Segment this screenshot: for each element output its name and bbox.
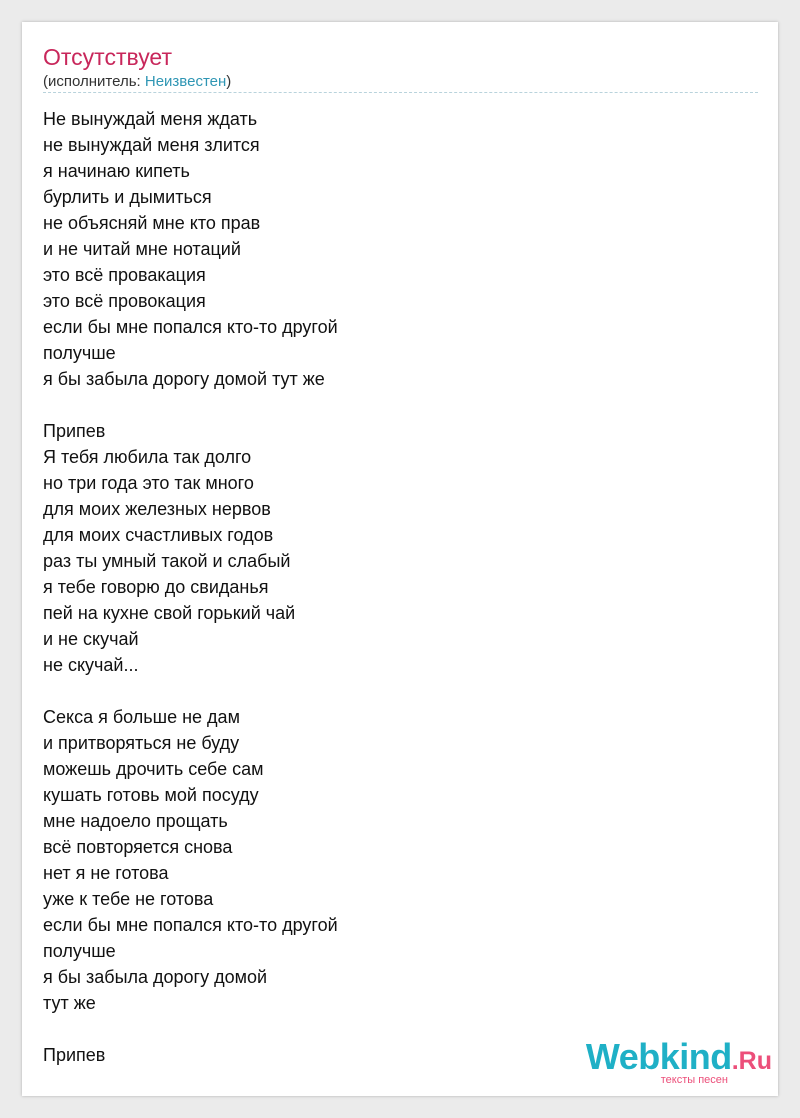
artist-prefix: (исполнитель: (43, 73, 145, 90)
logo-tld: .Ru (731, 1047, 772, 1075)
title-divider (43, 92, 758, 93)
artist-link[interactable]: Неизвестен (144, 73, 227, 90)
song-title: Отсутствует (43, 44, 172, 70)
artist-line (43, 73, 231, 91)
artist-suffix: ) (226, 73, 232, 90)
site-logo[interactable] (585, 1036, 772, 1086)
lyrics-text: Не вынуждай меня ждать не вынуждай меня злится я начинаю кипеть бурлить и дымиться не объясняй мне кто прав и не читай мне нотаций это всё провакация это всё провокация если бы мне попался кто-то другой получше я бы забыла дорогу домой тут же Припев Я тебя любила так долго но три года это так много для моих железных нервов для моих счастливых годов раз ты умный такой и слабый я тебе говорю до свиданья пей на кухне свой горький чай и не скучай не скучай... Секса я больше не дам и притворяться не буду можешь дрочить себе сам кушать готовь мой посуду мне надоело прощать всё повторяется снова нет я не готова уже к тебе не готова если бы мне попался кто-то другой получше я бы забыла дорогу домой тут же Припев (43, 109, 338, 1065)
lyrics-page (22, 22, 778, 1096)
logo-name: Webkind (585, 1036, 732, 1077)
logo-wordmark (585, 1036, 772, 1079)
logo-tagline: тексты песен (660, 1074, 728, 1086)
